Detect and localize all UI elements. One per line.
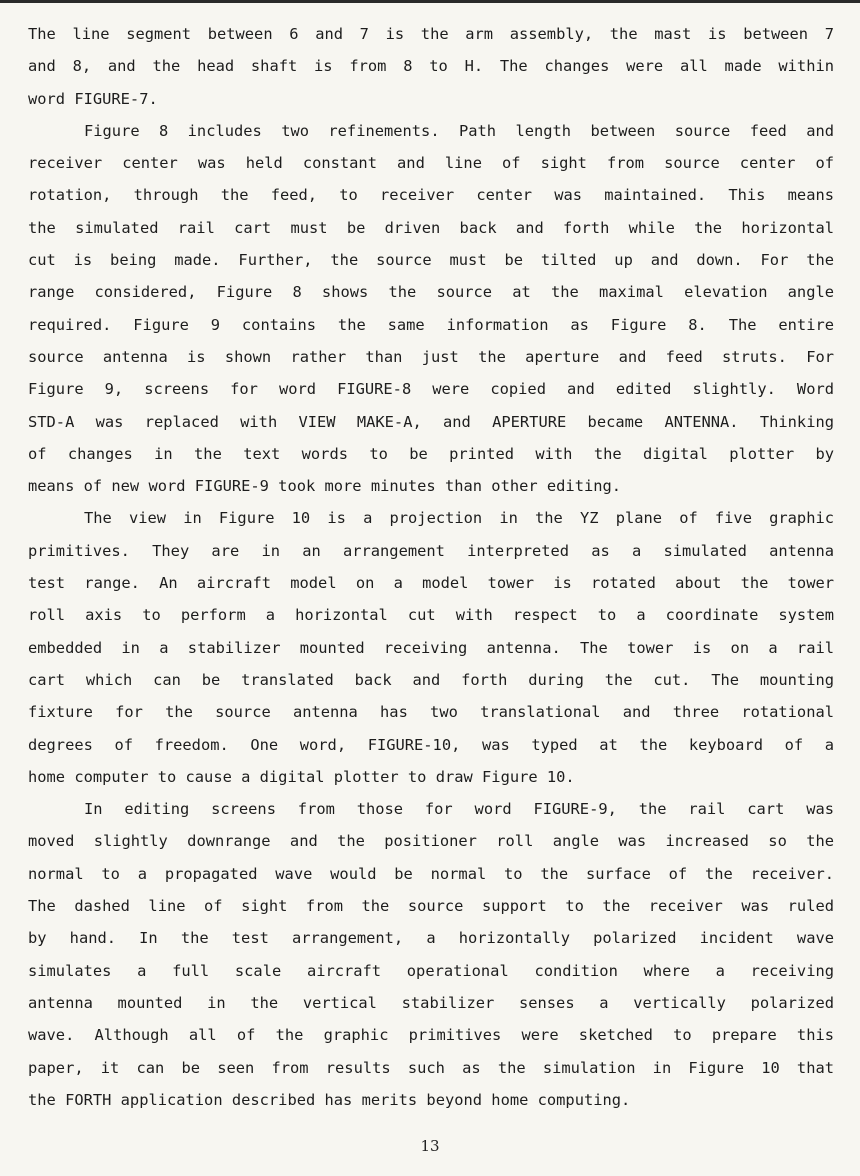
- text-line: test range. An aircraft model on a model tower is rotated about the tower: [28, 574, 834, 593]
- text-line: normal to a propagated wave would be normal to the surface of the receiver.: [28, 864, 834, 883]
- text-line: range considered, Figure 8 shows the source at the maximal elevation angle: [28, 283, 834, 302]
- text-line: roll axis to perform a horizontal cut with respect to a coordinate system: [28, 606, 834, 625]
- text-line: paper, it can be seen from results such as the simulation in Figure 10 that: [28, 1058, 834, 1077]
- text-line: source antenna is shown rather than just the aperture and feed struts. For: [28, 347, 834, 366]
- text-line: simulates a full scale aircraft operational condition where a receiving: [28, 961, 834, 980]
- document-page: [28, 18, 834, 1116]
- text-line: Figure 9, screens for word FIGURE-8 were copied and edited slightly. Word: [28, 380, 834, 399]
- text-line: The dashed line of sight from the source support to the receiver was ruled: [28, 897, 834, 916]
- text-line: primitives. They are in an arrangement interpreted as a simulated antenna: [28, 541, 834, 560]
- text-line: word FIGURE-7.: [28, 89, 158, 108]
- text-line: means of new word FIGURE-9 took more minutes than other editing.: [28, 477, 622, 496]
- paragraph-3: [28, 502, 834, 793]
- text-line: moved slightly downrange and the positioner roll angle was increased so the: [28, 832, 834, 851]
- text-line: by hand. In the test arrangement, a horizontally polarized incident wave: [28, 929, 834, 948]
- text-line: fixture for the source antenna has two translational and three rotational: [28, 703, 834, 722]
- text-line: the FORTH application described has merits beyond home computing.: [28, 1090, 631, 1109]
- paragraph-2: [28, 115, 834, 503]
- page-number: 13: [420, 1137, 440, 1155]
- text-line: of changes in the text words to be printed with the digital plotter by: [28, 444, 834, 463]
- text-line: The view in Figure 10 is a projection in the YZ plane of five graphic: [84, 509, 834, 528]
- text-line: the simulated rail cart must be driven back and forth while the horizontal: [28, 218, 834, 237]
- text-line: home computer to cause a digital plotter to draw Figure 10.: [28, 767, 575, 786]
- text-line: required. Figure 9 contains the same information as Figure 8. The entire: [28, 315, 834, 334]
- paragraph-1: [28, 18, 834, 115]
- top-border-rule: [0, 0, 860, 3]
- text-line: embedded in a stabilizer mounted receiving antenna. The tower is on a rail: [28, 638, 834, 657]
- text-line: receiver center was held constant and line of sight from source center of: [28, 154, 834, 173]
- text-line: antenna mounted in the vertical stabilizer senses a vertically polarized: [28, 993, 834, 1012]
- text-line: The line segment between 6 and 7 is the arm assembly, the mast is between 7: [28, 25, 834, 43]
- text-line: degrees of freedom. One word, FIGURE-10, was typed at the keyboard of a: [28, 735, 834, 754]
- text-line: Figure 8 includes two refinements. Path length between source feed and: [84, 121, 834, 140]
- text-line: cut is being made. Further, the source must be tilted up and down. For the: [28, 251, 834, 270]
- text-line: cart which can be translated back and forth during the cut. The mounting: [28, 670, 834, 689]
- paragraph-4: [28, 793, 834, 1116]
- text-line: STD-A was replaced with VIEW MAKE-A, and APERTURE became ANTENNA. Thinking: [28, 412, 834, 431]
- text-line: wave. Although all of the graphic primitives were sketched to prepare this: [28, 1026, 834, 1045]
- text-line: rotation, through the feed, to receiver center was maintained. This means: [28, 186, 834, 205]
- text-line: and 8, and the head shaft is from 8 to H. The changes were all made within: [28, 57, 834, 76]
- text-line: In editing screens from those for word FIGURE-9, the rail cart was: [84, 800, 834, 819]
